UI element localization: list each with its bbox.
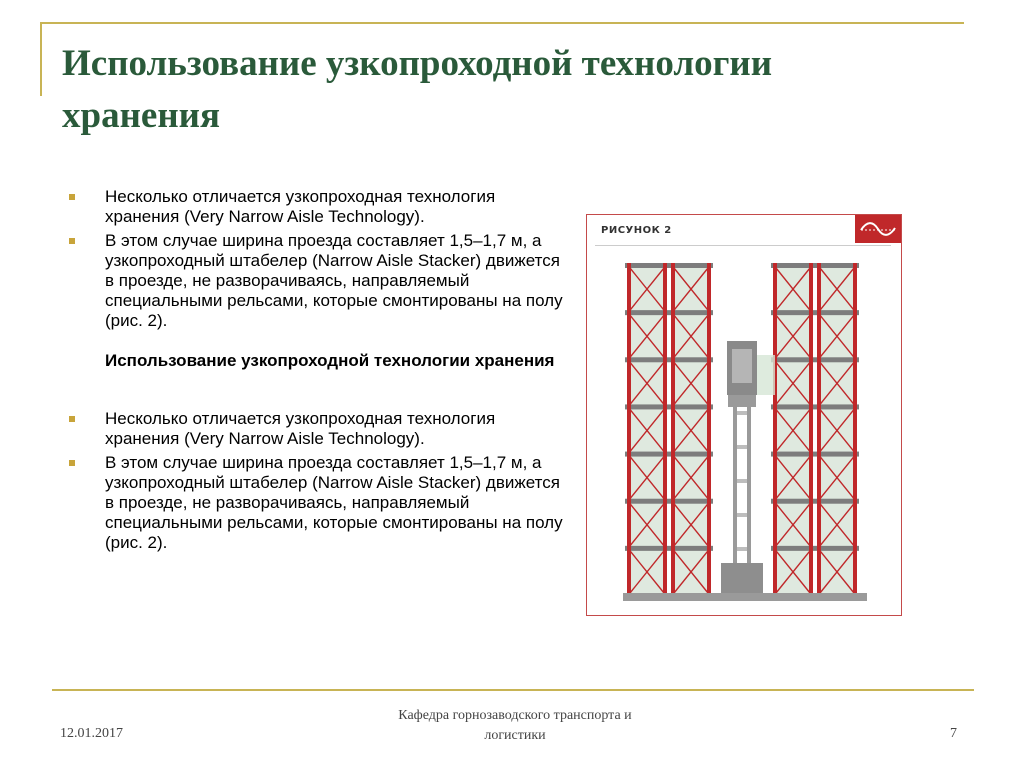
rack-column [669,263,713,598]
list-item [66,187,566,227]
footer-department [350,706,680,746]
frame-line-bottom [52,689,974,691]
footer-date: 12.01.2017 [60,726,123,741]
footer-department-line-1: Кафедра горнозаводского транспорта и [398,708,632,723]
frame-line-top [40,22,964,24]
narrow-aisle-rack-illustration [587,215,901,615]
footer-department-line-2: логистики [484,728,546,743]
bullet-icon [69,238,75,244]
rack-column [625,263,669,598]
bullet-text: В этом случае ширина проезда составляет 1,5–1,7 м, а узкопроходный штабелер (Narrow Aisle Stacker) движется в проезде, не разворачиваясь, направляемый специальными рельсами, которые смонтированы на полу (рис. 2). [105,453,563,552]
bullet-icon [69,460,75,466]
list-item [66,453,566,553]
floor-rail [623,593,867,601]
bullet-text: Несколько отличается узкопроходная технология хранения (Very Narrow Aisle Technology). [105,409,496,448]
bullet-text: В этом случае ширина проезда составляет 1,5–1,7 м, а узкопроходный штабелер (Narrow Aisle Stacker) движется в проезде, не разворачиваясь, направляемый специальными рельсами, которые смонтированы на полу (рис. 2). [105,231,563,330]
subheading: Использование узкопроходной технологии хранения [105,351,555,370]
page-number: 7 [950,726,957,741]
bullet-icon [69,194,75,200]
slide-title [62,38,962,142]
list-item [66,231,566,331]
slide-content [66,187,566,557]
list-item [66,409,566,449]
bullet-icon [69,416,75,422]
frame-line-vertical [40,22,42,96]
title-line-2: хранения [62,95,220,136]
title-line-1: Использование узкопроходной технологии [62,43,773,84]
figure-rack-illustration [586,214,902,616]
rack-column [815,263,859,598]
figure-caption: РИСУНОК 2 [601,225,672,236]
stacker-icon [721,341,775,595]
rack-column [771,263,815,598]
bullet-text: Несколько отличается узкопроходная технология хранения (Very Narrow Aisle Technology). [105,187,496,226]
